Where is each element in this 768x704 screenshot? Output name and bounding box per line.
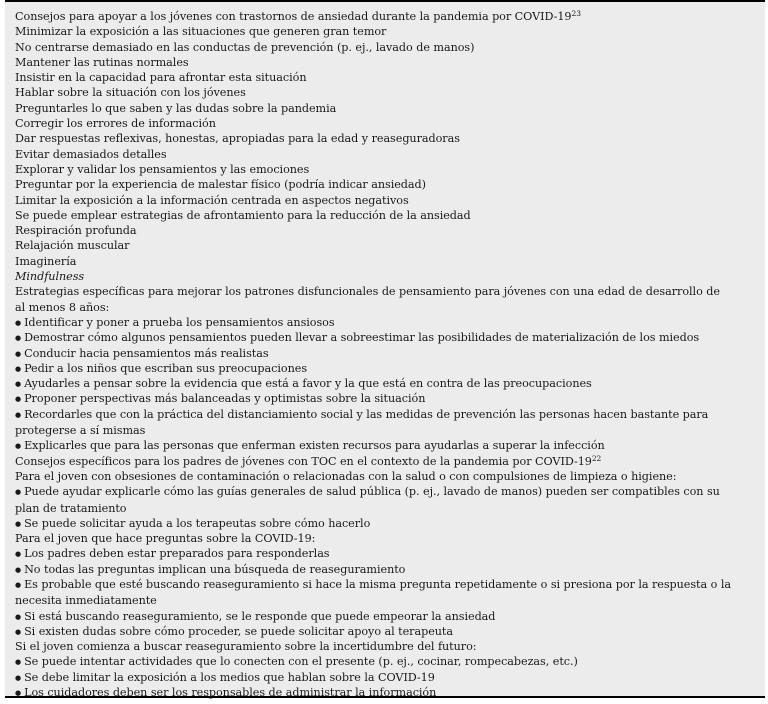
row-text: Ayudarles a pensar sobre la evidencia que está a favor y la que está en contra de las preocupaciones [24, 377, 592, 391]
table-row [15, 193, 731, 208]
row-text: Limitar la exposición a la información centrada en aspectos negativos [15, 193, 409, 207]
table-row [15, 639, 731, 654]
row-text: Pedir a los niños que escriban sus preocupaciones [24, 361, 308, 375]
row-text: Mindfulness [15, 270, 85, 284]
row-text: Imaginería [15, 254, 77, 268]
row-text: Respiración profunda [15, 224, 137, 238]
row-text: Explicarles que para las personas que enferman existen recursos para ayudarlas a superar la infección [24, 439, 605, 453]
row-text: Hablar sobre la situación con los jóvenes [15, 86, 246, 100]
bullet-item [15, 546, 731, 561]
row-text: Preguntar por la experiencia de malestar físico (podría indicar ansiedad) [15, 178, 426, 192]
row-text: Estrategias específicas para mejorar los patrones disfuncionales de pensamiento para jóvenes con una edad de desarrollo de al menos 8 años: [15, 285, 720, 314]
row-text: Corregir los errores de información [15, 117, 216, 131]
row-text: No centrarse demasiado en las conductas de prevención (p. ej., lavado de manos) [15, 40, 475, 54]
row-text: Proponer perspectivas más balanceadas y optimistas sobre la situación [24, 392, 426, 406]
bullet-item [15, 624, 731, 639]
table-row [15, 531, 731, 546]
bullet-item [15, 516, 731, 531]
table-row [15, 238, 731, 253]
bullet-item [15, 376, 731, 391]
row-text: No todas las preguntas implican una búsqueda de reaseguramiento [24, 562, 406, 576]
row-text: Identificar y poner a prueba los pensamientos ansiosos [24, 315, 335, 329]
bullet-item [15, 330, 731, 345]
row-text: Conducir hacia pensamientos más realistas [24, 346, 269, 360]
table-row [15, 131, 731, 146]
row-text: Minimizar la exposición a las situaciones que generen gran temor [15, 25, 387, 39]
row-text: Para el joven que hace preguntas sobre la COVID-19: [15, 532, 316, 546]
bullet-item [15, 685, 731, 700]
bullet-item [15, 577, 731, 609]
table-row [15, 40, 731, 55]
bullet-item [15, 315, 731, 330]
row-text: Evitar demasiados detalles [15, 147, 167, 161]
row-text: Explorar y validar los pensamientos y las emociones [15, 162, 310, 176]
table-rows [15, 9, 731, 700]
bullet-item [15, 391, 731, 406]
row-text: Preguntarles lo que saben y las dudas sobre la pandemia [15, 101, 337, 115]
row-text: Es probable que esté buscando reaseguramiento si hace la misma pregunta repetidamente o si presiona por la respuesta o la necesita inmediatamente [15, 577, 731, 608]
row-text: Dar respuestas reflexivas, honestas, apropiadas para la edad y reaseguradoras [15, 132, 460, 146]
row-text: Relajación muscular [15, 239, 130, 253]
table-row [15, 24, 731, 39]
table-row [15, 70, 731, 85]
table-row [15, 147, 731, 162]
row-text: Si está buscando reaseguramiento, se le responde que puede empeorar la ansiedad [24, 609, 496, 623]
row-text: Demostrar cómo algunos pensamientos pueden llevar a sobreestimar las posibilidades de materialización de los miedos [24, 331, 700, 345]
row-text: Recordarles que con la práctica del distanciamiento social y las medidas de prevención las personas hacen bastante para protegerse a sí mismas [15, 407, 709, 438]
row-text: Insistir en la capacidad para afrontar esta situación [15, 71, 307, 85]
reference-superscript: 22 [591, 453, 602, 463]
row-text: Los cuidadores deben ser los responsables de administrar la información [24, 686, 437, 700]
reference-superscript: 23 [571, 9, 581, 18]
table-row [15, 116, 731, 131]
table-row [15, 101, 731, 116]
table-row [15, 254, 731, 269]
row-text: Los padres deben estar preparados para responderlas [24, 547, 330, 561]
bullet-item [15, 670, 731, 685]
table-row [15, 162, 731, 177]
table-container [5, 0, 765, 698]
table-row [15, 9, 731, 24]
row-text: Puede ayudar explicarle cómo las guías generales de salud pública (p. ej., lavado de manos) pueden ser compatibles con su plan de tratamiento [15, 485, 720, 515]
table-row [15, 55, 731, 70]
row-text: Si el joven comienza a buscar reaseguramiento sobre la incertidumbre del futuro: [15, 640, 477, 654]
bullet-item [15, 654, 731, 669]
table-row [15, 454, 731, 469]
table-row [15, 177, 731, 192]
table-row [15, 208, 731, 223]
row-text: Consejos específicos para los padres de jóvenes con TOC en el contexto de la pandemia por COVID-19 [15, 454, 592, 468]
table-row [15, 85, 731, 100]
bullet-item [15, 562, 731, 577]
bullet-item [15, 346, 731, 361]
row-text: Consejos para apoyar a los jóvenes con trastornos de ansiedad durante la pandemia por COVID-19 [15, 10, 572, 23]
row-text: Si existen dudas sobre cómo proceder, se puede solicitar apoyo al terapeuta [24, 624, 454, 638]
row-text: Se puede solicitar ayuda a los terapeutas sobre cómo hacerlo [24, 516, 371, 530]
bullet-item [15, 438, 731, 453]
table-row [15, 469, 731, 484]
table-row [15, 284, 731, 315]
bullet-item [15, 361, 731, 376]
table-row [15, 223, 731, 238]
row-text: Se puede emplear estrategias de afrontamiento para la reducción de la ansiedad [15, 208, 471, 222]
row-text: Se puede intentar actividades que lo conecten con el presente (p. ej., cocinar, rompecabezas, etc.) [24, 655, 578, 669]
row-text: Para el joven con obsesiones de contaminación o relacionadas con la salud o con compulsiones de limpieza o higiene: [15, 469, 677, 483]
bullet-item [15, 609, 731, 624]
bullet-item [15, 484, 731, 516]
row-text: Se debe limitar la exposición a los medios que hablan sobre la COVID-19 [24, 670, 435, 684]
bullet-item [15, 407, 731, 439]
table-row [15, 269, 731, 284]
row-text: Mantener las rutinas normales [15, 55, 189, 69]
